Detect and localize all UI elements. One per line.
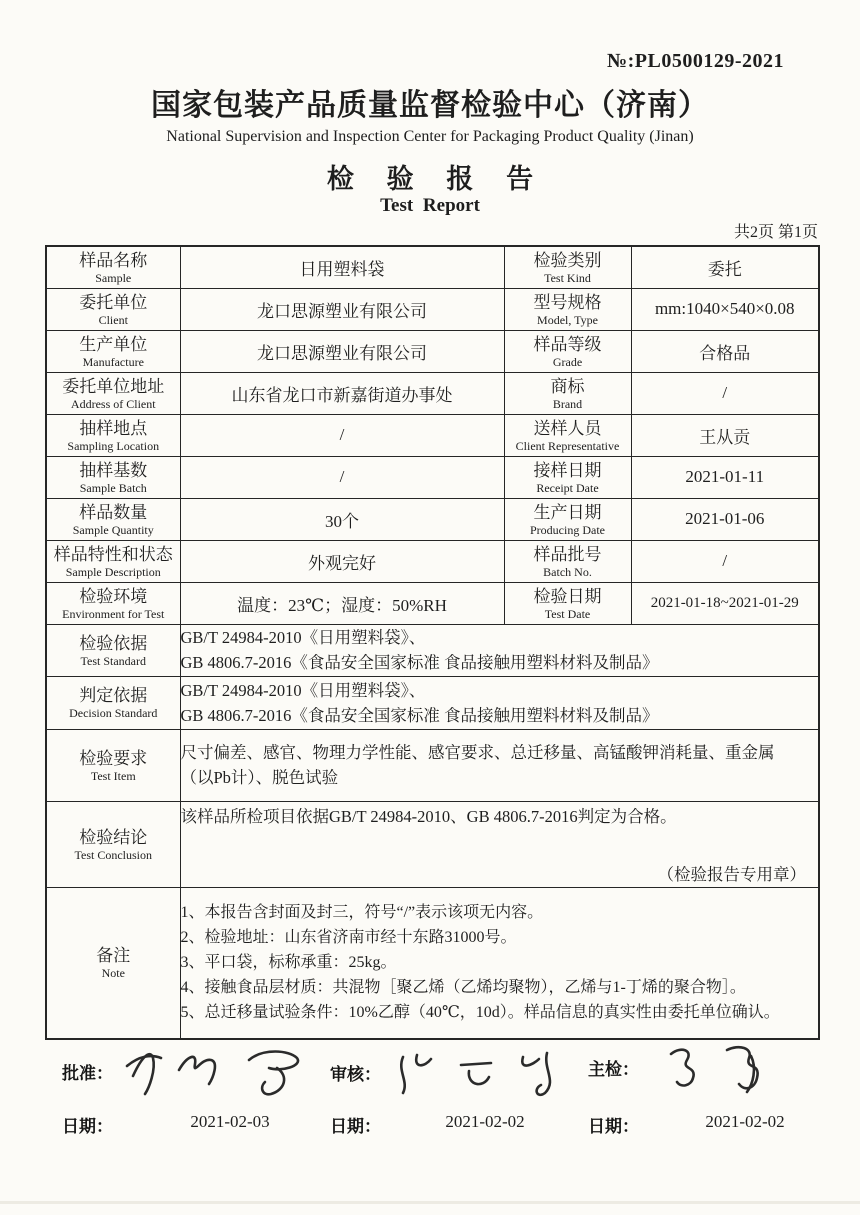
row-value: 委托 [631, 246, 819, 288]
row-value: 2021-01-18~2021-01-29 [631, 582, 819, 624]
row-label: 送样人员 Client Representative [504, 414, 631, 456]
review-label: 审核： [330, 1065, 381, 1084]
row-value: mm:1040×540×0.08 [631, 288, 819, 330]
row-label: 检验结论 Test Conclusion [46, 801, 180, 887]
row-label: 检验日期 Test Date [504, 582, 631, 624]
row-label: 抽样基数 Sample Batch [46, 456, 180, 498]
text-line: 该样品所检项目依据GB/T 24984-2010、GB 4806.7-2016判定为合格。 [180, 806, 677, 826]
table-row [46, 372, 819, 414]
row-label: 样品批号 Batch No. [504, 540, 631, 582]
center-title-en: National Supervision and Inspection Center for Packaging Product Quality (Jinan) [166, 128, 694, 145]
chief-signature [647, 1040, 797, 1095]
table-row [46, 624, 819, 676]
review-date-label: 日期： [330, 1117, 381, 1136]
row-label: 商标 Brand [504, 372, 631, 414]
row-value: 30个 [180, 498, 504, 540]
row-value: 山东省龙口市新嘉街道办事处 [180, 372, 504, 414]
table-row [46, 456, 819, 498]
approve-signature [121, 1042, 331, 1100]
table-row [46, 498, 819, 540]
table-row [46, 288, 819, 330]
row-label: 检验依据 Test Standard [46, 624, 180, 676]
table-row [46, 540, 819, 582]
review-row [330, 1045, 579, 1100]
text-line: GB 4806.7-2016《食品安全国家标准 食品接触用塑料材料及制品》 [180, 705, 659, 725]
report-title-cn: 检 验 报 告 [326, 164, 547, 194]
table-row [46, 801, 819, 887]
row-value: 龙口思源塑业有限公司 [180, 288, 504, 330]
table-row [46, 729, 819, 801]
row-value: 合格品 [631, 330, 819, 372]
report-table [45, 245, 820, 1040]
row-label: 委托单位地址 Address of Client [46, 372, 180, 414]
approve-row [62, 1042, 331, 1100]
row-value: 2021-01-11 [631, 456, 819, 498]
text-line: 3、平口袋，标称承重：25kg。 [180, 954, 397, 972]
text-line: GB 4806.7-2016《食品安全国家标准 食品接触用塑料材料及制品》 [180, 653, 659, 672]
row-value: 2021-01-06 [631, 498, 819, 540]
row-value: / [180, 456, 504, 498]
row-label: 抽样地点 Sampling Location [46, 414, 180, 456]
stamp-note: （检验报告专用章） [657, 864, 806, 884]
row-value: / [180, 414, 504, 456]
chief-label: 主检： [588, 1060, 639, 1079]
row-value [180, 887, 819, 1039]
chief-date-label: 日期： [588, 1117, 639, 1136]
report-table-body [46, 246, 819, 1039]
row-value: 温度：23℃；湿度：50%RH [180, 582, 504, 624]
row-value [180, 624, 819, 676]
report-title-en: Test Report [380, 195, 480, 216]
row-value: 日用塑料袋 [180, 246, 504, 288]
row-label: 样品名称 Sample [46, 246, 180, 288]
row-label: 型号规格 Model, Type [504, 288, 631, 330]
text-line: （以Pb计）、脱色试验 [180, 768, 339, 787]
row-value: 外观完好 [180, 540, 504, 582]
row-label: 样品特性和状态 Sample Description [46, 540, 180, 582]
table-row [46, 887, 819, 1039]
table-row [46, 582, 819, 624]
text-line: 2、检验地址：山东省济南市经十东路31000号。 [180, 929, 517, 947]
row-label: 备注 Note [46, 887, 180, 1039]
center-title-cn: 国家包装产品质量监督检验中心（济南） [151, 89, 709, 122]
page-bottom-edge [0, 1201, 860, 1204]
row-label: 样品数量 Sample Quantity [46, 498, 180, 540]
table-row [46, 330, 819, 372]
report-number: №:PL0500129-2021 [607, 50, 784, 72]
row-label: 检验类别 Test Kind [504, 246, 631, 288]
row-value: 龙口思源塑业有限公司 [180, 330, 504, 372]
row-value: 王从贡 [631, 414, 819, 456]
approve-date-label: 日期： [62, 1117, 113, 1136]
review-date: 2021-02-02 [445, 1112, 525, 1131]
approve-label: 批准： [62, 1063, 113, 1083]
chief-date: 2021-02-02 [705, 1112, 785, 1131]
chief-row [588, 1040, 797, 1095]
row-label: 接样日期 Receipt Date [504, 456, 631, 498]
row-label: 检验要求 Test Item [46, 729, 180, 801]
row-label: 样品等级 Grade [504, 330, 631, 372]
review-signature [389, 1045, 579, 1100]
row-label: 生产单位 Manufacture [46, 330, 180, 372]
row-label: 生产日期 Producing Date [504, 498, 631, 540]
row-value [180, 676, 819, 729]
table-row [46, 676, 819, 729]
row-value [180, 801, 819, 887]
row-value [180, 729, 819, 801]
approve-date: 2021-02-03 [190, 1112, 270, 1131]
text-line: 5、总迁移量试验条件：10%乙醇（40℃，10d）。样品信息的真实性由委托单位确认。 [180, 1004, 780, 1022]
table-row [46, 246, 819, 288]
text-line: 1、本报告含封面及封三，符号“/”表示该项无内容。 [180, 904, 544, 922]
page-count: 共2页 第1页 [733, 224, 818, 241]
row-value: / [631, 372, 819, 414]
text-line: GB/T 24984-2010《日用塑料袋》、 [180, 628, 426, 647]
text-line: 尺寸偏差、感官、物理力学性能、感官要求、总迁移量、高锰酸钾消耗量、重金属 [180, 743, 775, 762]
text-line: GB/T 24984-2010《日用塑料袋》、 [180, 680, 426, 700]
row-value: / [631, 540, 819, 582]
row-label: 委托单位 Client [46, 288, 180, 330]
table-row [46, 414, 819, 456]
row-label: 检验环境 Environment for Test [46, 582, 180, 624]
row-label: 判定依据 Decision Standard [46, 676, 180, 729]
text-line: 4、接触食品层材质：共混物［聚乙烯（乙烯均聚物），乙烯与1-丁烯的聚合物］。 [180, 979, 746, 997]
